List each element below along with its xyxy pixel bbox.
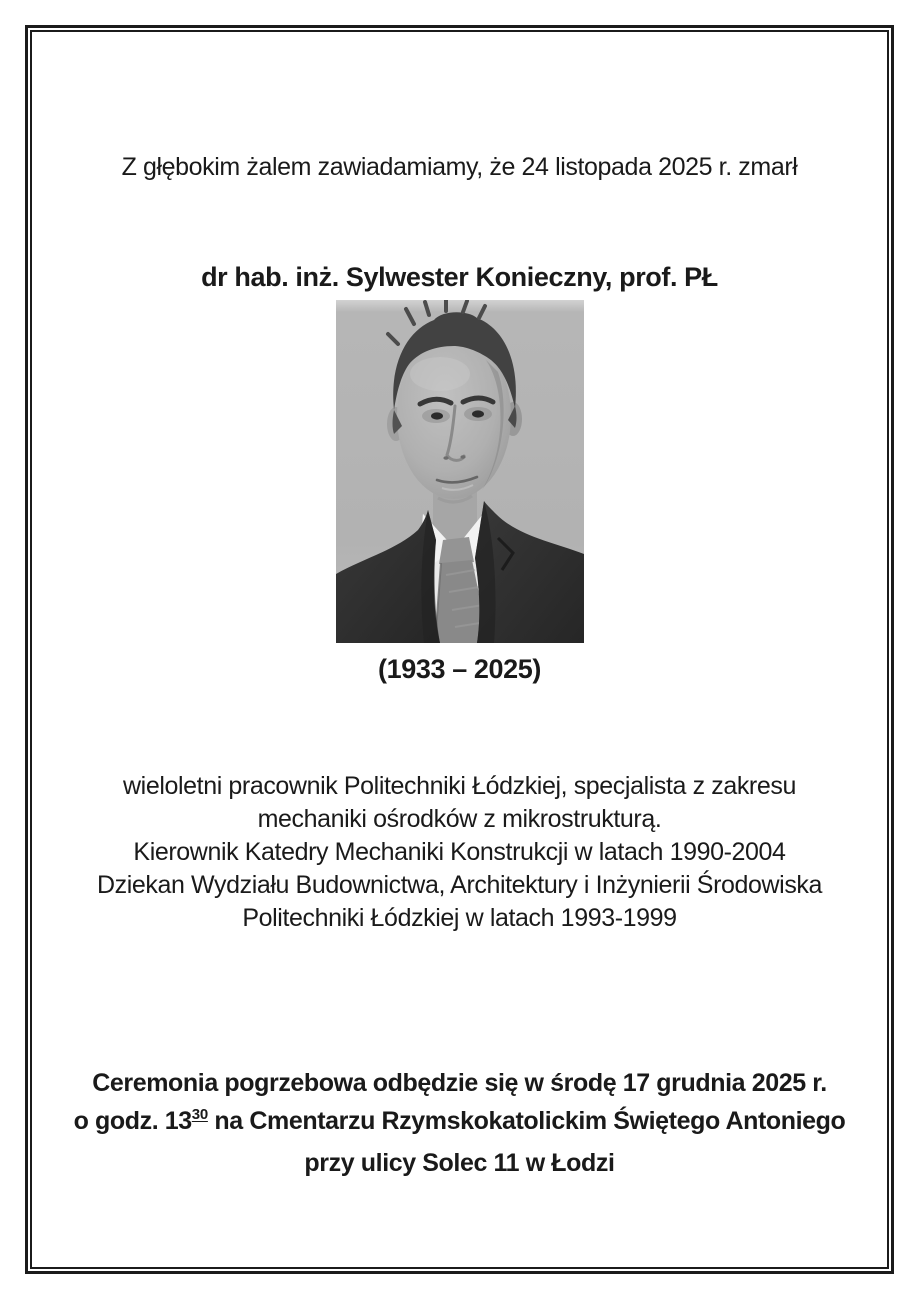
bio-line: Dziekan Wydziału Budownictwa, Architektury i Inżynierii Środowiska (96, 871, 823, 899)
ceremony-details (32, 1064, 887, 1182)
biography (32, 770, 887, 935)
notice-content (32, 32, 887, 1267)
deceased-name: dr hab. inż. Sylwester Konieczny, prof. PŁ (201, 262, 718, 292)
ceremony-time-prefix: o godz. 13 (73, 1107, 192, 1135)
bio-line: mechaniki ośrodków z mikrostrukturą. (257, 805, 662, 833)
bio-line: wieloletni pracownik Politechniki Łódzkiej, specjalista z zakresu (123, 772, 796, 800)
bio-line: Politechniki Łódzkiej w latach 1993-1999 (242, 904, 677, 932)
ceremony-line: Ceremonia pogrzebowa odbędzie się w środę 17 grudnia 2025 r. (92, 1069, 827, 1097)
ceremony-line (32, 1102, 887, 1144)
death-announcement: Z głębokim żalem zawiadamiamy, że 24 listopada 2025 r. zmarł (121, 153, 798, 181)
portrait-photo-drawing (336, 300, 584, 643)
inner-border-frame (30, 30, 889, 1269)
bio-line: Kierownik Katedry Mechaniki Konstrukcji w latach 1990-2004 (133, 838, 786, 866)
ceremony-line: przy ulicy Solec 11 w Łodzi (304, 1149, 615, 1177)
outer-border-frame (25, 25, 894, 1274)
ceremony-time-minutes: 30 (191, 1106, 208, 1123)
life-years: (1933 – 2025) (378, 654, 541, 684)
ceremony-location: na Cmentarzu Rzymskokatolickim Świętego Antoniego (207, 1107, 846, 1135)
portrait-photo (336, 300, 584, 643)
